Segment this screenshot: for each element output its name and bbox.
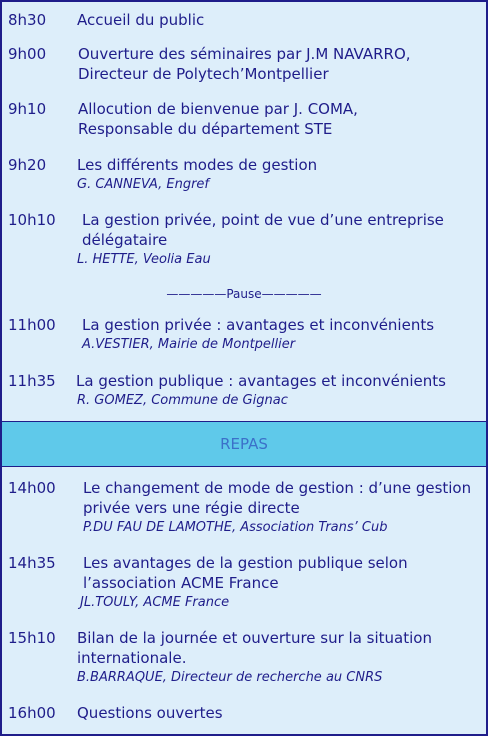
- lunch-break-band: REPAS: [2, 421, 486, 467]
- item-title-line2: Directeur de Polytech’Montpellier: [78, 65, 329, 83]
- item-time: 10h10: [8, 211, 56, 229]
- item-speaker: JL.TOULY, ACME France: [80, 595, 230, 610]
- item-title: Les différents modes de gestion: [77, 156, 318, 174]
- item-time: 8h30: [8, 11, 47, 29]
- item-time: 11h35: [8, 372, 56, 390]
- item-time: 15h10: [8, 629, 56, 647]
- item-title-line2: internationale.: [77, 649, 187, 667]
- item-time: 11h00: [8, 316, 56, 334]
- item-speaker: R. GOMEZ, Commune de Gignac: [77, 393, 288, 408]
- item-title-line2: Responsable du département STE: [78, 120, 333, 138]
- item-title: Accueil du public: [77, 11, 205, 29]
- item-title-line2: l’association ACME France: [83, 574, 279, 592]
- item-title: Questions ouvertes: [77, 704, 223, 722]
- item-title: La gestion privée : avantages et inconvénients: [82, 316, 435, 334]
- item-time: 14h00: [8, 479, 56, 497]
- item-speaker: L. HETTE, Veolia Eau: [77, 252, 211, 267]
- item-title: Les avantages de la gestion publique selon: [83, 554, 408, 572]
- item-title: Allocution de bienvenue par J. COMA,: [78, 100, 358, 118]
- item-time: 9h10: [8, 100, 47, 118]
- item-time: 16h00: [8, 704, 56, 722]
- item-speaker: P.DU FAU DE LAMOTHE, Association Trans’ Cub: [83, 520, 388, 535]
- item-title-line2: délégataire: [82, 231, 168, 249]
- item-time: 14h35: [8, 554, 56, 572]
- item-speaker: B.BARRAQUE, Directeur de recherche au CNRS: [77, 670, 383, 685]
- item-speaker: G. CANNEVA, Engref: [77, 177, 210, 192]
- item-time: 9h20: [8, 156, 47, 174]
- item-time: 9h00: [8, 45, 47, 63]
- item-title: Bilan de la journée et ouverture sur la situation: [77, 629, 432, 647]
- item-title: Le changement de mode de gestion : d’une gestion: [83, 479, 472, 497]
- item-title-line2: privée vers une régie directe: [83, 499, 300, 517]
- item-title: La gestion publique : avantages et inconvénients: [76, 372, 446, 390]
- pause-divider: —————Pause—————: [166, 287, 322, 301]
- item-speaker: A.VESTIER, Mairie de Montpellier: [82, 337, 296, 352]
- item-title: La gestion privée, point de vue d’une entreprise: [82, 211, 444, 229]
- item-title: Ouverture des séminaires par J.M NAVARRO,: [78, 45, 411, 63]
